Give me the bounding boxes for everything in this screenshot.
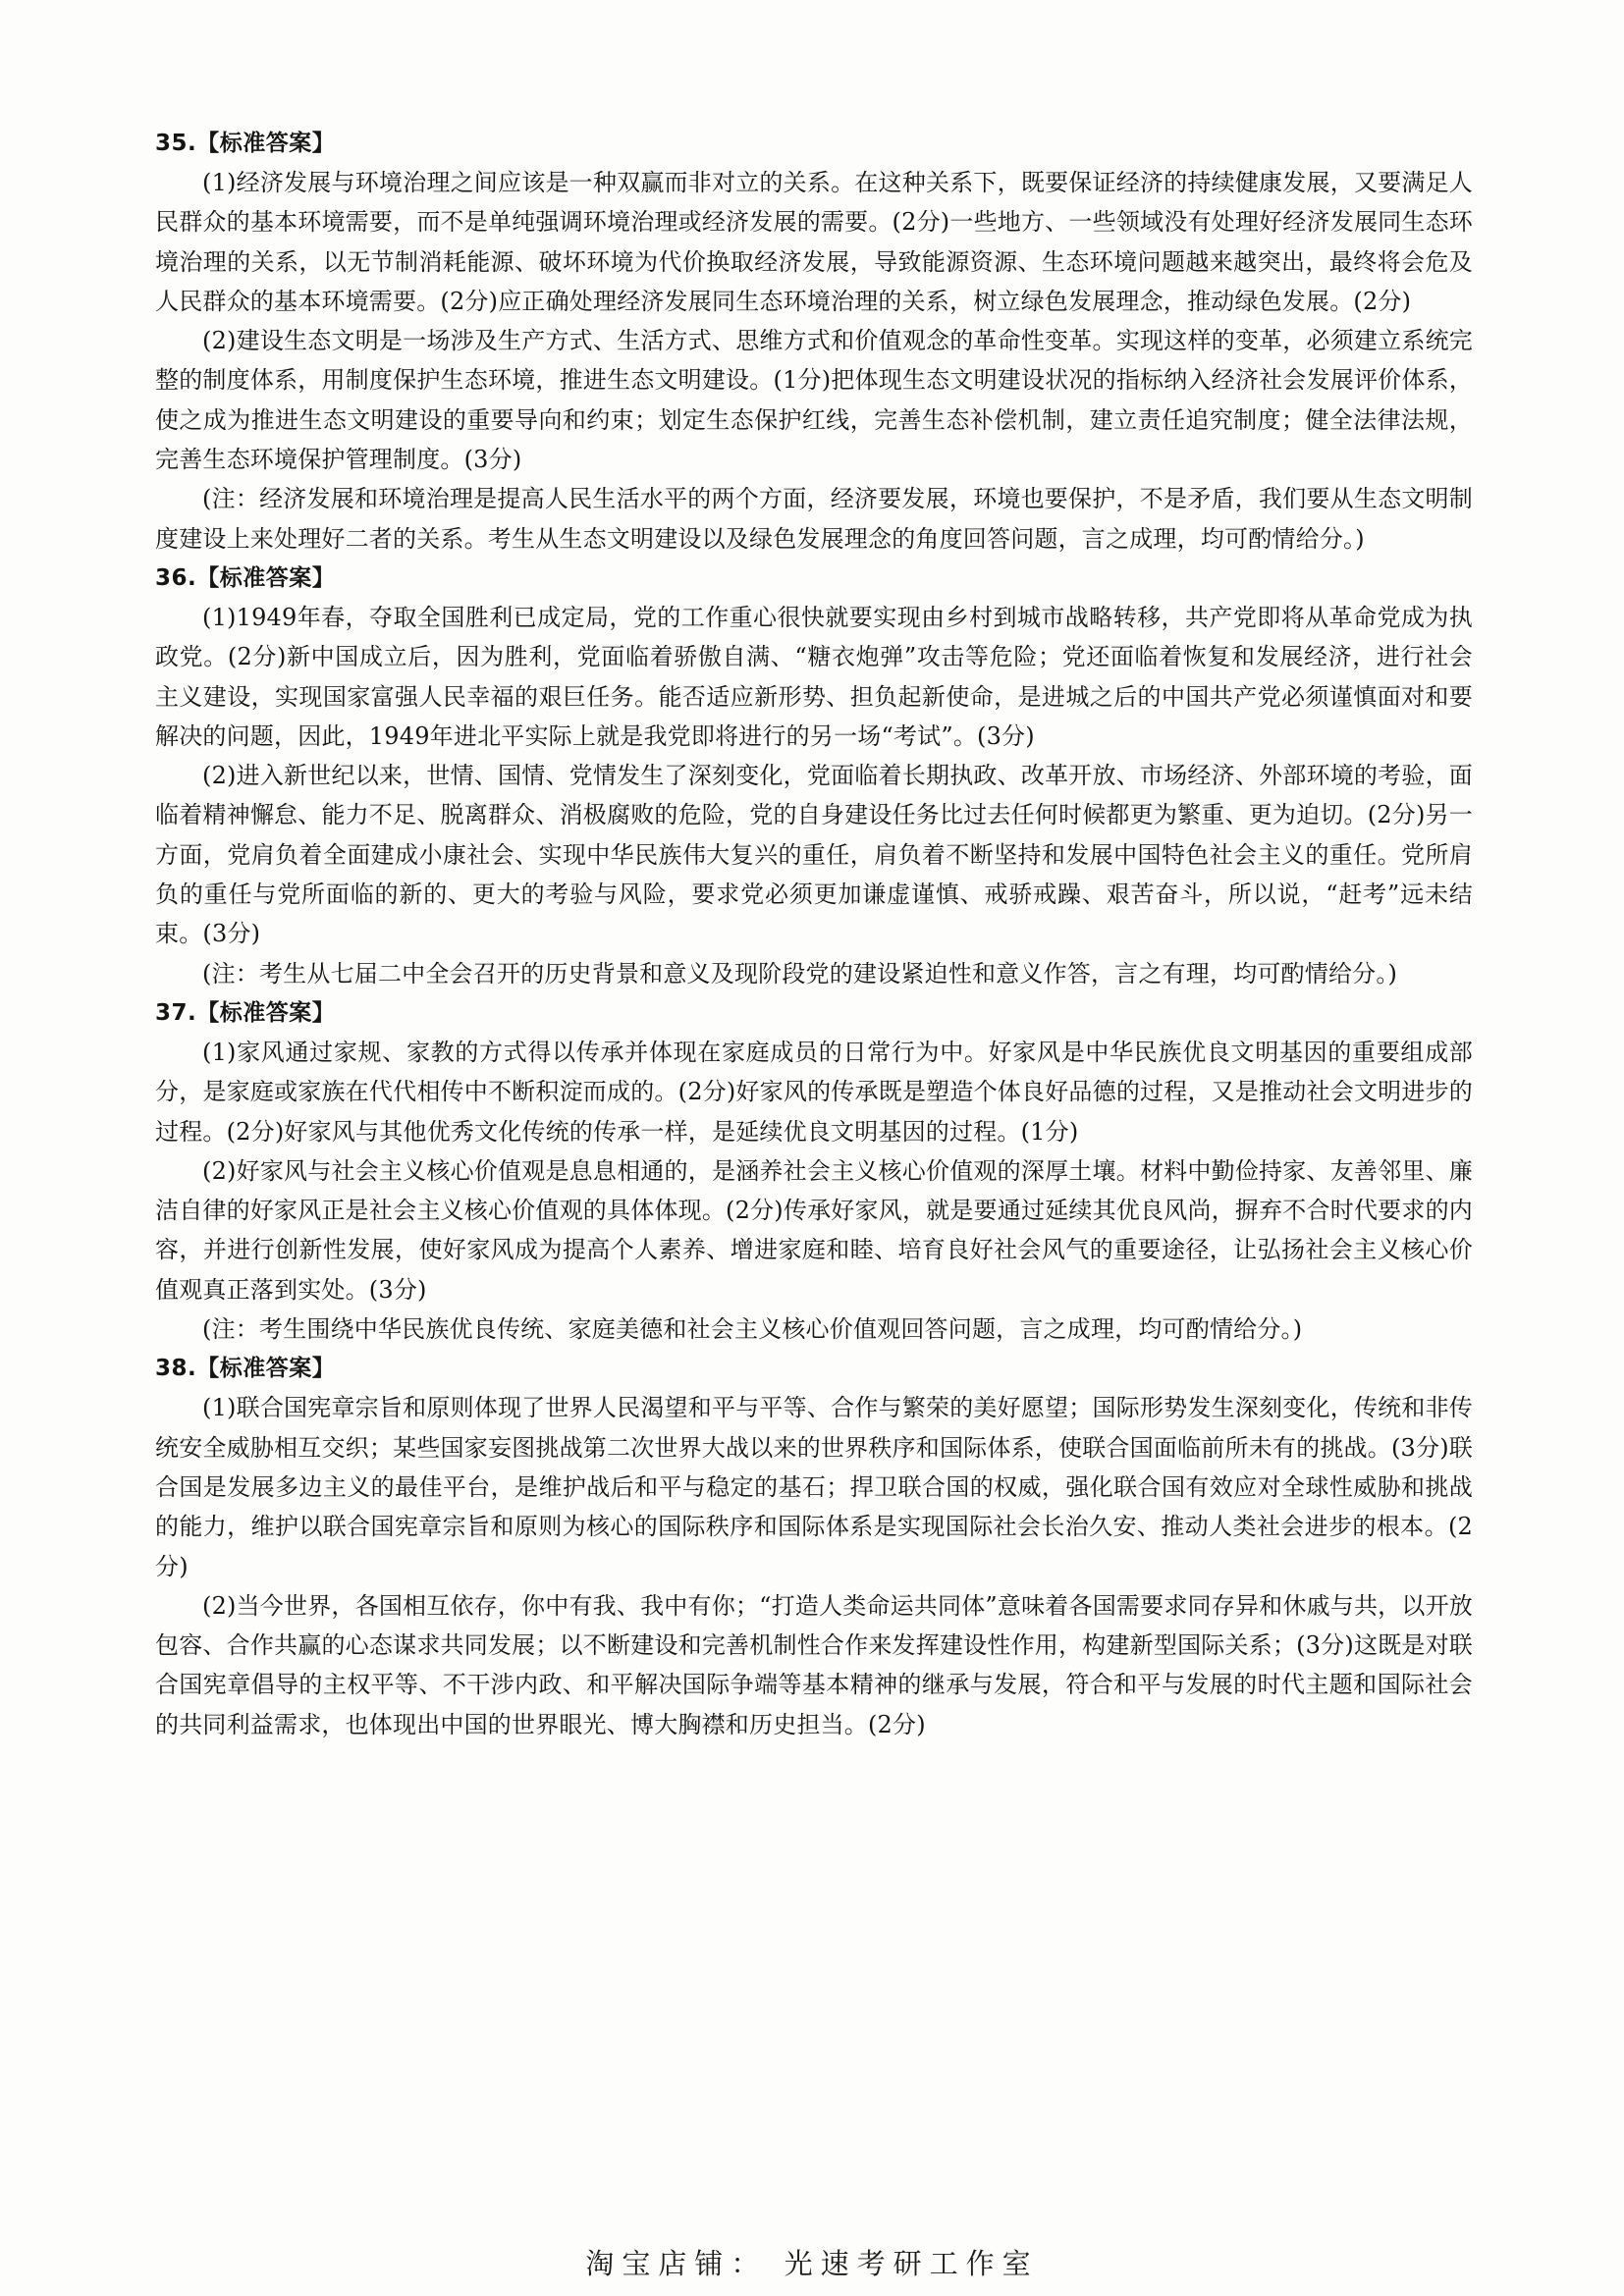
- shop-footer: 淘宝店铺： 光速考研工作室: [585, 2247, 1039, 2280]
- question-36-header: 36.【标准答案】: [155, 564, 336, 591]
- answer-content: [155, 124, 1473, 1744]
- question-36-part-2: (2)进入新世纪以来，世情、国情、党情发生了深刻变化，党面临着长期执政、改革开放、市场经济、外部环境的考验，面临着精神懈怠、能力不足、脱离群众、消极腐败的危险，党的自身建设任务比过去任何时候都更为繁重、更为迫切。(2分)另一方面，党肩负着全面建成小康社会、实现中华民族伟大复兴的重任，肩负着不断坚持和发展中国特色社会主义的重任。党所肩负的重任与党所面临的新的、更大的考验与风险，要求党必须更加谦虚谨慎、戒骄戒躁、艰苦奋斗，所以说，“赶考”远未结束。(3分): [155, 762, 1473, 948]
- question-37-section: [155, 993, 1473, 1349]
- question-36-note: (注：考生从七届二中全会召开的历史背景和意义及现阶段党的建设紧迫性和意义作答，言之有理，均可酌情给分。): [202, 959, 1398, 988]
- question-37-part-1: (1)家风通过家规、家教的方式得以传承并体现在家庭成员的日常行为中。好家风是中华民族优良文明基因的重要组成部分，是家庭或家族在代代相传中不断积淀而成的。(2分)好家风的传承既是塑造个体良好品德的过程，又是推动社会文明进步的过程。(2分)好家风与其他优秀文化传统的传承一样，是延续优良文明基因的过程。(1分): [155, 1038, 1473, 1146]
- question-35-note: (注：经济发展和环境治理是提高人民生活水平的两个方面，经济要发展，环境也要保护，不是矛盾，我们要从生态文明制度建设上来处理好二者的关系。考生从生态文明建设以及绿色发展理念的角度回答问题，言之成理，均可酌情给分。): [155, 485, 1473, 553]
- question-36-part-1: (1)1949年春，夺取全国胜利已成定局，党的工作重心很快就要实现由乡村到城市战略转移，共产党即将从革命党成为执政党。(2分)新中国成立后，因为胜利，党面临着骄傲自满、“糖衣炮弹”攻击等危险；党还面临着恢复和发展经济，进行社会主义建设，实现国家富强人民幸福的艰巨任务。能否适应新形势、担负起新使命，是进城之后的中国共产党必须谨慎面对和要解决的问题，因此，1949年进北平实际上就是我党即将进行的另一场“考试”。(3分): [155, 603, 1473, 750]
- question-38-part-2: (2)当今世界，各国相互依存，你中有我、我中有你；“打造人类命运共同体”意味着各国需要求同存异和休戚与共，以开放包容、合作共赢的心态谋求共同发展；以不断建设和完善机制性合作来发挥建设性作用，构建新型国际关系；(3分)这既是对联合国宪章倡导的主权平等、不干涉内政、和平解决国际争端等基本精神的继承与发展，符合和平与发展的时代主题和国际社会的共同利益需求，也体现出中国的世界眼光、博大胸襟和历史担当。(2分): [155, 1591, 1473, 1738]
- question-37-header: 37.【标准答案】: [155, 999, 336, 1026]
- question-35-part-2: (2)建设生态文明是一场涉及生产方式、生活方式、思维方式和价值观念的革命性变革。实现这样的变革，必须建立系统完整的制度体系，用制度保护生态环境，推进生态文明建设。(1分)把体现生态文明建设状况的指标纳入经济社会发展评价体系，使之成为推进生态文明建设的重要导向和约束；划定生态保护红线，完善生态补偿机制，建立责任追究制度；健全法律法规，完善生态环境保护管理制度。(3分): [155, 327, 1473, 474]
- question-38-part-1: (1)联合国宪章宗旨和原则体现了世界人民渴望和平与平等、合作与繁荣的美好愿望；国际形势发生深刻变化，传统和非传统安全威胁相互交织；某些国家妄图挑战第二次世界大战以来的世界秩序和国际体系，使联合国面临前所未有的挑战。(3分)联合国是发展多边主义的最佳平台，是维护战后和平与稳定的基石；捍卫联合国的权威，强化联合国有效应对全球性威胁和挑战的能力，维护以联合国宪章宗旨和原则为核心的国际秩序和国际体系是实现国际社会长治久安、推动人类社会进步的根本。(2分): [155, 1394, 1473, 1580]
- question-35-section: [155, 124, 1473, 559]
- question-38-header: 38.【标准答案】: [155, 1356, 336, 1382]
- question-35-header: 35.【标准答案】: [155, 131, 336, 156]
- question-35-part-1: (1)经济发展与环境治理之间应该是一种双赢而非对立的关系。在这种关系下，既要保证经济的持续健康发展，又要满足人民群众的基本环境需要，而不是单纯强调环境治理或经济发展的需要。(2分)一些地方、一些领域没有处理好经济发展同生态环境治理的关系，以无节制消耗能源、破坏环境为代价换取经济发展，导致能源资源、生态环境问题越来越突出，最终将会危及人民群众的基本环境需要。(2分)应正确处理经济发展同生态环境治理的关系，树立绿色发展理念，推动绿色发展。(2分): [155, 169, 1473, 315]
- question-37-part-2: (2)好家风与社会主义核心价值观是息息相通的，是涵养社会主义核心价值观的深厚土壤。材料中勤俭持家、友善邻里、廉洁自律的好家风正是社会主义核心价值观的具体体现。(2分)传承好家风，就是要通过延续其优良风尚，摒弃不合时代要求的内容，并进行创新性发展，使好家风成为提高个人素养、增进家庭和睦、培育良好社会风气的重要途径，让弘扬社会主义核心价值观真正落到实处。(3分): [155, 1156, 1473, 1304]
- question-36-section: [155, 559, 1473, 993]
- question-38-section: [155, 1349, 1473, 1744]
- question-37-note: (注：考生围绕中华民族优良传统、家庭美德和社会主义核心价值观回答问题，言之成理，均可酌情给分。): [202, 1315, 1303, 1344]
